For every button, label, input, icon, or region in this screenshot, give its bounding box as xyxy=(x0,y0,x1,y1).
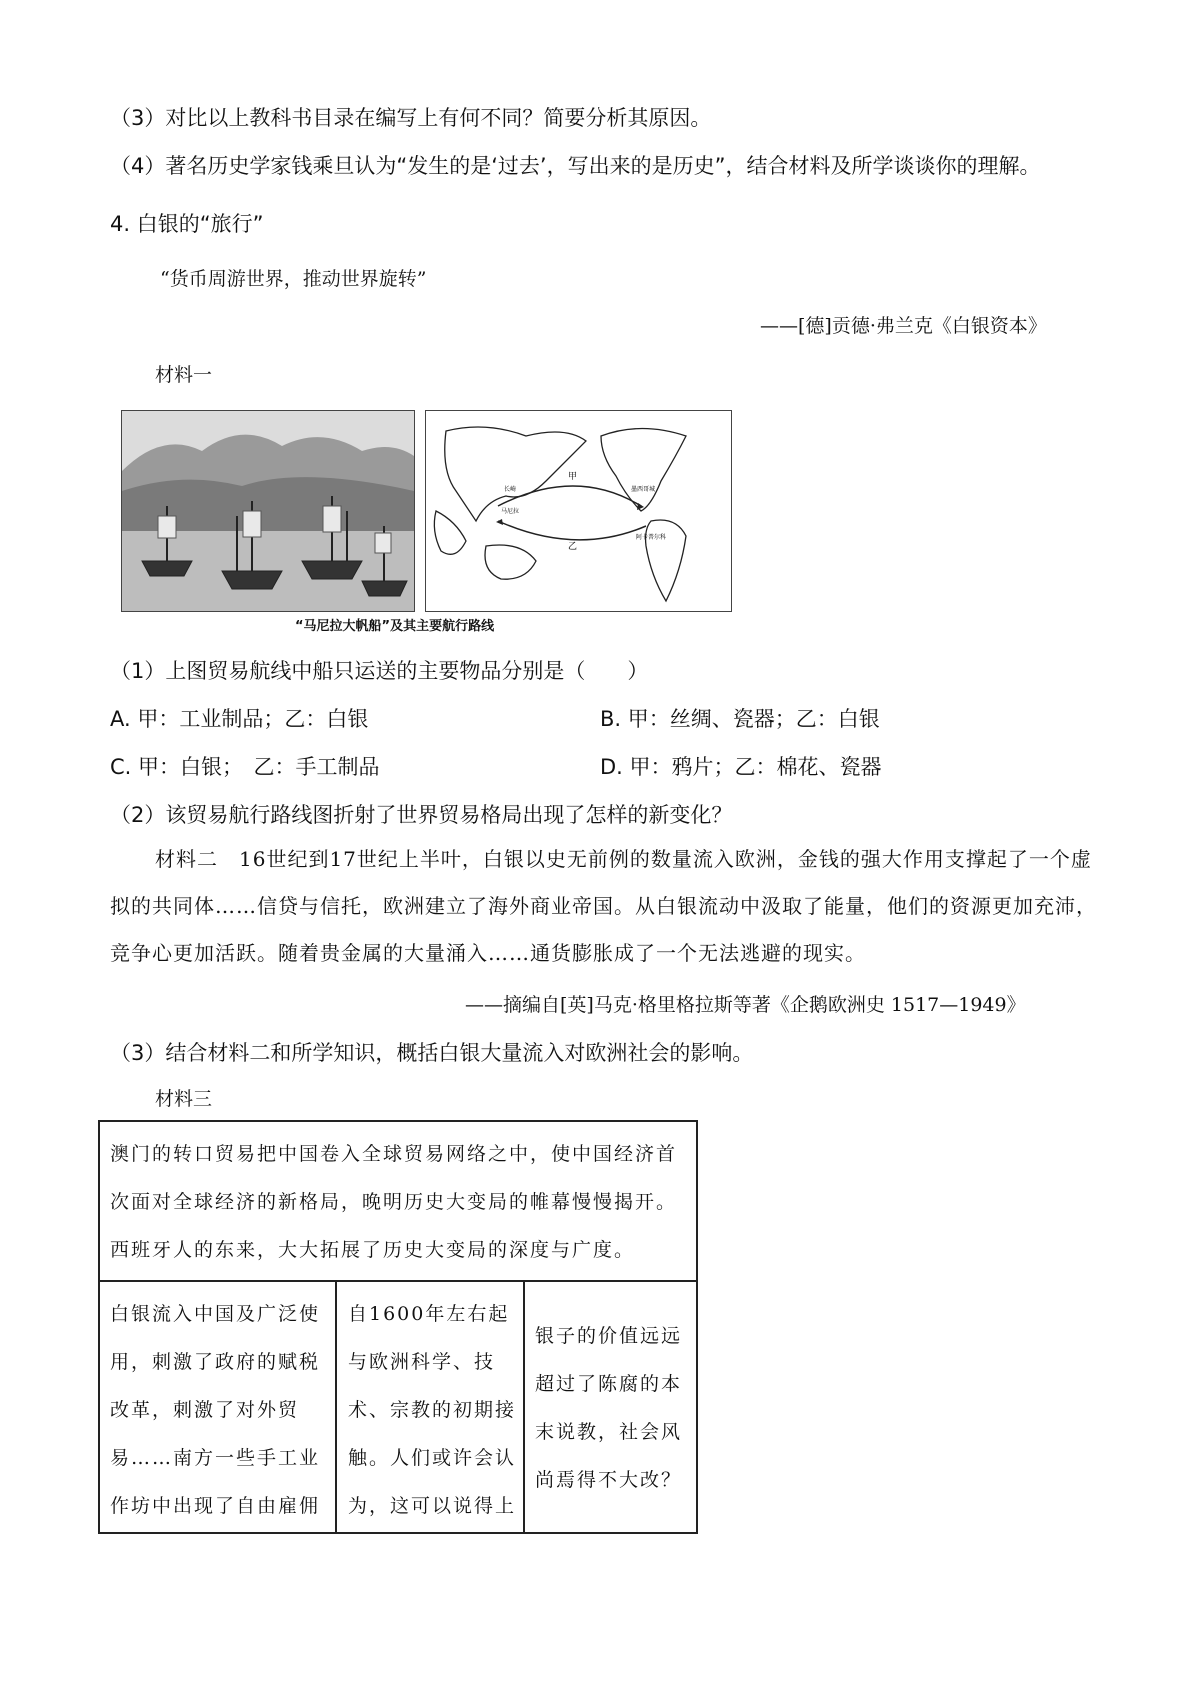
table-divider-vertical-1 xyxy=(335,1280,337,1534)
figure-caption: “马尼拉大帆船”及其主要航行路线 xyxy=(295,619,495,634)
col-2-line-3: 术、宗教的初期接 xyxy=(348,1399,517,1421)
col-3-line-3: 末说教，社会风 xyxy=(535,1421,683,1443)
map-label-mexico: 墨西哥城 xyxy=(631,486,656,493)
table-top-line-2: 次面对全球经济的新格局，晚明历史大变局的帷幕慢慢揭开。 xyxy=(110,1191,678,1213)
map-label-manila: 马尼拉 xyxy=(501,508,520,515)
sub-question-1-stem: （1）上图贸易航线中船只运送的主要物品分别是（ ） xyxy=(110,659,649,683)
table-col-1 xyxy=(110,1290,320,1530)
table-top-line-1: 澳门的转口贸易把中国卷入全球贸易网络之中，使中国经济首 xyxy=(110,1143,678,1165)
sub-question-2: （2）该贸易航行路线图折射了世界贸易格局出现了怎样的新变化？ xyxy=(110,803,733,827)
col-1-line-2: 用，刺激了政府的赋税 xyxy=(110,1351,321,1373)
map-label-nagasaki: 长崎 xyxy=(504,486,517,493)
table-top-line-3: 西班牙人的东来，大大拓展了历史大变局的深度与广度。 xyxy=(110,1239,636,1261)
sub-question-3: （3）结合材料二和所学知识，概括白银大量流入对欧洲社会的影响。 xyxy=(110,1041,754,1065)
option-d[interactable]: D. 甲：鸦片；乙：棉花、瓷器 xyxy=(600,755,882,779)
map-label-acapulco: 阿卡普尔科 xyxy=(636,534,667,541)
material-3-table xyxy=(98,1120,698,1534)
table-col-2 xyxy=(348,1290,516,1530)
question-3-prev: （3）对比以上教科书目录在编写上有何不同？简要分析其原因。 xyxy=(110,106,712,130)
trade-route-map xyxy=(425,410,732,612)
col-3-line-1: 银子的价值远远 xyxy=(535,1325,683,1347)
table-divider-vertical-2 xyxy=(523,1280,525,1534)
col-2-line-4: 触。人们或许会认 xyxy=(348,1447,517,1469)
table-top-cell xyxy=(110,1130,677,1274)
col-1-line-5: 作坊中出现了自由雇佣 xyxy=(110,1495,321,1517)
col-2-line-1: 自1600年左右起 xyxy=(348,1303,510,1325)
question-4-prev: （4）著名历史学家钱乘旦认为“发生的是‘过去’，写出来的是历史”，结合材料及所学谈谈你的理解。 xyxy=(110,154,1041,178)
option-a[interactable]: A. 甲：工业制品；乙：白银 xyxy=(110,707,369,731)
col-3-line-2: 超过了陈腐的本 xyxy=(535,1373,683,1395)
epigraph-source: ——[德]贡德·弗兰克《白银资本》 xyxy=(760,315,1047,337)
col-1-line-4: 易……南方一些手工业 xyxy=(110,1447,321,1469)
option-c[interactable]: C. 甲：白银； 乙：手工制品 xyxy=(110,755,380,779)
galleon-engraving-image xyxy=(121,410,415,612)
map-label-jia: 甲 xyxy=(568,472,578,482)
col-2-line-2: 与欧洲科学、技 xyxy=(348,1351,496,1373)
option-b[interactable]: B. 甲：丝绸、瓷器；乙：白银 xyxy=(600,707,880,731)
epigraph-quote: “货币周游世界，推动世界旋转” xyxy=(160,268,427,290)
col-3-line-4: 尚焉得不大改？ xyxy=(535,1469,683,1491)
table-divider-horizontal xyxy=(100,1280,696,1282)
material-2-text: 材料二 16世纪到17世纪上半叶，白银以史无前例的数量流入欧洲，金钱的强大作用支撑起了一个虚拟的共同体……信贷与信托，欧洲建立了海外商业帝国。从白银流动中汲取了能量，他们的资源更加充沛，竞争心更加活跃。随着贵金属的大量涌入……通货膨胀成了一个无法逃避的现实。 xyxy=(110,847,1097,965)
material-2-source: ——摘编自[英]马克·格里格拉斯等著《企鹅欧洲史 1517—1949》 xyxy=(465,994,1026,1016)
col-1-line-1: 白银流入中国及广泛使 xyxy=(110,1303,321,1325)
col-1-line-3: 改革，刺激了对外贸 xyxy=(110,1399,300,1421)
col-2-line-5: 为，这可以说得上 xyxy=(348,1495,517,1517)
material-1-label: 材料一 xyxy=(155,364,213,386)
table-col-3 xyxy=(535,1312,682,1504)
question-title: 4. 白银的“旅行” xyxy=(110,212,264,236)
material-3-label: 材料三 xyxy=(155,1088,213,1110)
map-label-yi: 乙 xyxy=(568,542,578,552)
